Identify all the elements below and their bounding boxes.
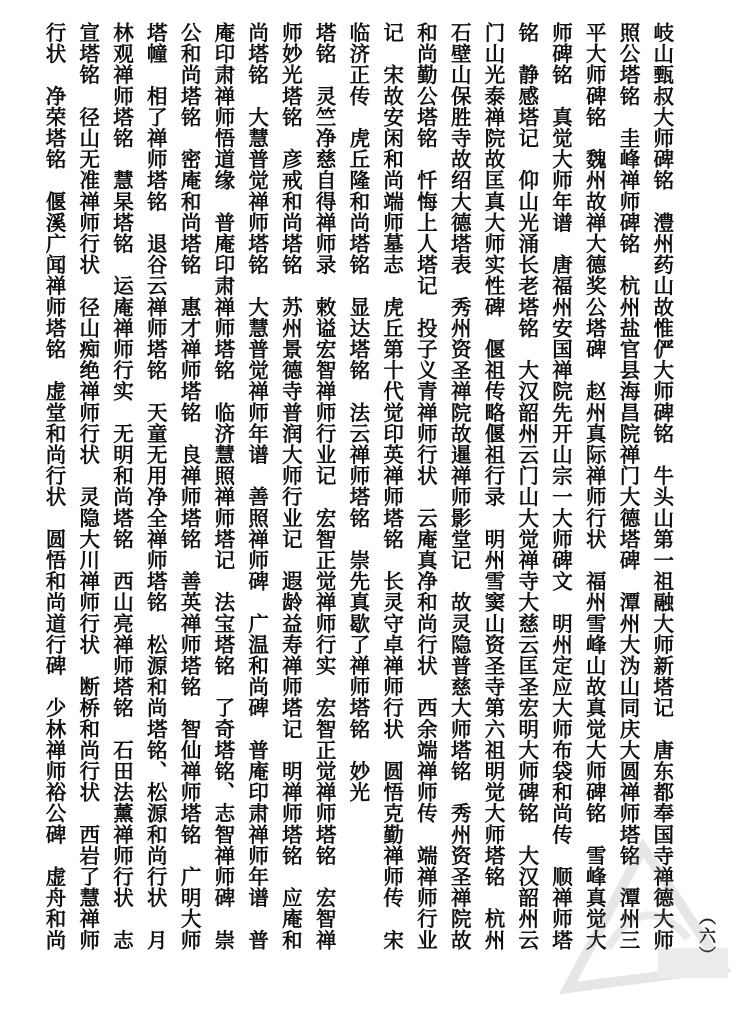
text-column-2: 照公塔铭 圭峰禅师碑铭 杭州盐官县海昌院禅门大德塔碑 潭州大沩山同庆大圆禅师塔铭 潭州三	[616, 22, 641, 951]
text-column-1: 岐山甄叔大师碑铭 澧州药山故惟俨大师碑铭 牛头山第一祖融大师新塔记 唐东都奉国寺禅德大师	[649, 22, 674, 951]
text-column-5: 铭 静感塔记 仰山光涌长老塔铭 大汉韶州云门山大觉禅寺大慈云匡圣宏明大师碑铭 大汉韶州云	[514, 22, 539, 951]
text-column-19: 行状 净荣塔铭 偃溪广闻禅师塔铭 虚堂和尚行状 圆悟和尚道行碑 少林禅师裕公碑 虚舟和尚	[42, 22, 66, 951]
text-column-13: 尚塔铭 大慧普觉禅师塔铭 大慧普觉禅师年谱 善照禅师碑 广温和尚碑 普庵印肃禅师年谱 普	[244, 22, 269, 951]
text-column-9: 记 宋故安闲和尚端师墓志 虎丘第十代觉印英禅师塔铭 长灵守卓禅师行状 圆悟克勤禅师传 宋	[379, 22, 404, 951]
text-column-14: 庵印肃禅师悟道缘 普庵印肃禅师塔铭 临济慧照禅师塔记 法宝塔铭 了奇塔铭、志智禅师碑 崇	[210, 22, 235, 951]
text-column-4: 师碑铭 真觉大师年谱 唐福州安国禅院先开山宗一大师碑文 明州定应大师布袋和尚传 顺禅师塔	[548, 22, 573, 951]
text-column-8: 和尚勤公塔铭 忏悔上人塔记 投子义青禅师行状 云庵真净和尚行状 西余端禅师传 端禅师行业	[413, 22, 438, 951]
page-number: （六）	[695, 908, 715, 965]
text-column-3: 平大师碑铭 魏州故禅大德奖公塔碑 赵州真际禅师行状 福州雪峰山故真觉大师碑铭 雪峰真觉大	[582, 22, 607, 951]
text-column-10: 临济正传 虎丘隆和尚塔铭 显达塔铭 法云禅师塔铭 崇先真歇了禅师塔铭 妙光	[345, 22, 370, 803]
text-column-11: 塔铭 灵竺净慈自得禅师录 敕谥宏智禅师行业记 宏智正觉禅师行实 宏智正觉禅师塔铭 宏智禅	[312, 22, 337, 951]
text-column-18: 宣塔铭 径山无准禅师行状 径山痴绝禅师行状 灵隐大川禅师行状 断桥和尚行状 西岩了慧禅师	[75, 22, 100, 951]
text-columns	[40, 22, 676, 1007]
text-column-7: 石壁山保胜寺故绍大德塔表 秀州资圣禅院故暹禅师影堂记 故灵隐普慈大师塔铭 秀州资圣禅院故	[447, 22, 472, 951]
text-column-12: 师妙光塔铭 彦戒和尚塔铭 苏州景德寺普润大师行业记 遐龄益寿禅师塔记 明禅师塔铭 应庵和	[278, 22, 303, 951]
text-column-6: 门山光泰禅院故匡真大师实性碑 偃祖传略偃祖行录 明州雪窦山资圣寺第六祖明觉大师塔铭 杭州	[480, 22, 505, 951]
text-column-17: 林观禅师塔铭 慧杲塔铭 运庵禅师行实 无明和尚塔铭 西山亮禅师塔铭 石田法薰禅师行状 志	[109, 22, 134, 951]
text-column-15: 公和尚塔铭 密庵和尚塔铭 惠才禅师塔铭 良禅师塔铭 善英禅师塔铭 智仙禅师塔铭 广明大师	[177, 22, 202, 951]
text-column-16: 塔幢 相了禅师塔铭 退谷云禅师塔铭 天童无用净全禅师塔铭 松源和尚塔铭、松源和尚行状 月	[143, 22, 168, 951]
